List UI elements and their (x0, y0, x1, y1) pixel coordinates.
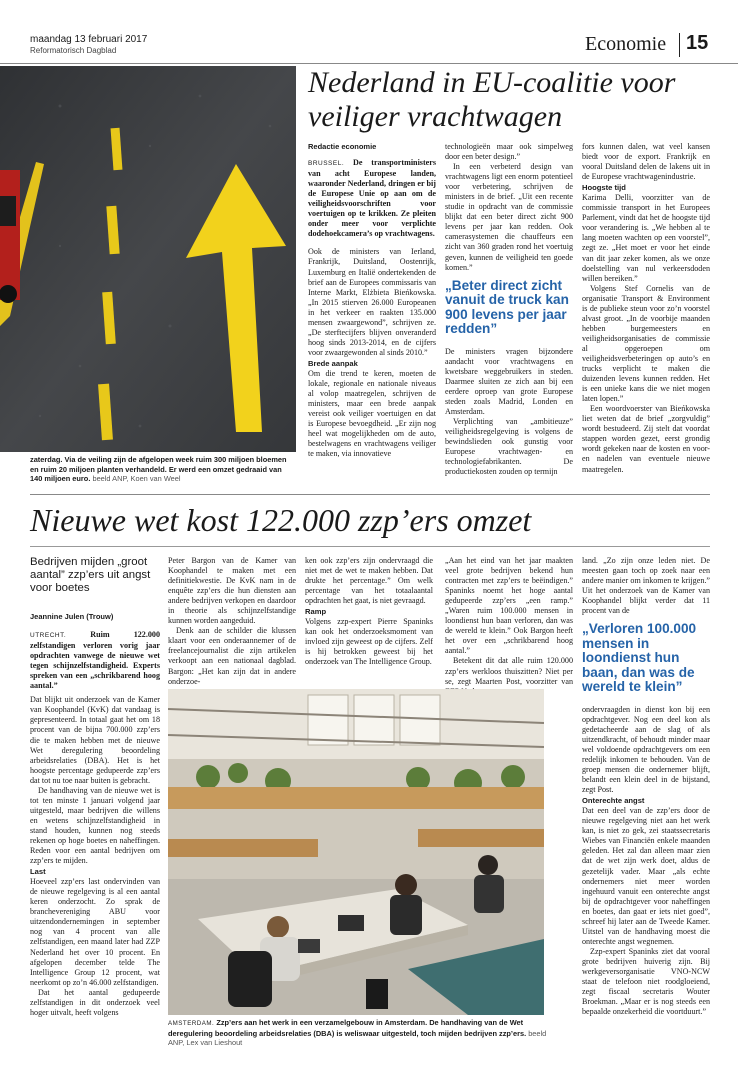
subheading: Hoogste tijd (582, 183, 626, 193)
paragraph: De ministers vragen bijzondere aandacht voor vrachtwagens en kwetsbare weggebruikers in steden. Daarmee sluiten ze zich aan bij een eerdere oproep van grote Europese steden zoals Madrid, Londen en Amsterdam. (445, 346, 573, 416)
road-arrow-illustration (0, 66, 296, 452)
article-column (305, 556, 433, 668)
photo-credit: beeld ANP, Koen van Weel (92, 474, 181, 484)
paragraph: ken ook zzp’ers zijn ondervraagd die niet met de wet te maken hebben. Dat drukte het percentage.” Om welk percentage van het totaalaantal opdrachten het gaat, is niet gevraagd. (305, 556, 433, 606)
office-photo (168, 689, 544, 1015)
article-headline: Nieuwe wet kost 122.000 zzp’ers omzet (30, 502, 532, 538)
page-number: 15 (686, 32, 709, 54)
byline: Redactie economie (308, 142, 377, 151)
paragraph: In een verbeterd design van vrachtwagens ligt een enorm potentieel voor verbetering, schrijven de ministers in de brief. „Uit een recente studie in opdracht van de commissie blijkt dat een beter direct zicht 900 levens per jaar kan redden. Ook camerasystemen die chauffeurs een zicht van 360 graden rond het voertuig geven, kunnen de veiligheid ten goede komen.” (445, 162, 573, 272)
paragraph: Dat een deel van de zzp’ers door de nieuwe regelgeving niet aan het werk kan, is niet zo gek, zei staatssecretaris Wiebes van Financiën enkele maanden geleden. Het zal dan alleen maar zien dat de wet zijn werk doet, aldus de gezetelijk vader. Maar „als echte ondernemers niet meer worden ingehuurd vanuit een onterechte angst bij de opdrachtgever voor naheffingen en boetes, dan gaat er iets niet goed”, schreef hij later aan de Tweede Kamer. Uitstel van de handhaving moest die onterechte angst wegnemen. (582, 806, 710, 946)
article-column (445, 556, 573, 697)
paragraph: Peter Bargon van de Kamer van Koophandel te maken met een definitiekwestie. De KvK nam in de enquête zzp’ers die hun diensten aan andere bedrijven verkopen en daardoor in theorie als schijnzelfstandige kunnen worden aangeduid. (168, 556, 296, 626)
paragraph: Volgens Stef Cornelis van de organisatie Transport & Environment is de publieke steun voor zo’n voorstel alvast groot. „In de voorbije maanden hebben burgemeesters en veiligheidsorganisaties de commissie al opgeroepen om veiligheidsverbeteringen op auto’s en trucks verplicht te maken die duizenden levens kunnen redden. Het is een unieke kans die we niet mogen laten lopen.” (582, 283, 710, 404)
paragraph: Ook de ministers van Ierland, Frankrijk, Duitsland, Oostenrijk, Luxemburg en Italië ondertekenden de brief aan de Europees commissaris van Interne Markt, Elżbieta Bieńkowska. „In 2015 stierven 26.000 Europeanen in het verkeer en raakten 135.000 mensen zwaargewond”, schrijven ze. „De sterftecijfers blijven onveranderd hoog sinds 2013-2014, en de cijfers voor zwaargewonden al sinds 2010.” (308, 247, 436, 357)
article-column (582, 142, 710, 475)
paragraph: land. „Zo zijn onze leden niet. De meesten gaan toch op zoek naar een andere manier om inkomen te krijgen.” Uit het onderzoek van de Kamer van Koophandel blijkt verder dat 11 procent van de (582, 556, 710, 616)
dateline: BRUSSEL. (308, 160, 345, 168)
article-headline: Nederland in EU-coalitie voor veiliger vrachtwagen (308, 66, 676, 133)
paragraph: De handhaving van de nieuwe wet is tot ten minste 1 januari volgend jaar uitgesteld, maar bedrijven die willens en wetens schijnzelfstandigheid in stand houden, kunnen nog steeds rekenen op hoge boetes en naheffingen. Reden voor een aantal bedrijven om zzp’ers te mijden. (30, 785, 160, 866)
section-rule (30, 494, 710, 495)
photo-caption (168, 1018, 548, 1048)
subheading: Ramp (305, 607, 327, 617)
byline: Jeannine Julen (Trouw) (30, 612, 114, 621)
newspaper-name: Reformatorisch Dagblad (30, 46, 117, 55)
subheading: Brede aanpak (308, 358, 358, 368)
caption-text: Zzp’ers aan het werk in een verzamelgebouw in Amsterdam. De handhaving van de Wet deregulering beoordeling arbeidsrelaties (DBA) is weliswaar uitgesteld, toch mijden bedrijven zzp’ers. (168, 1018, 527, 1038)
paragraph: Verplichting van „ambitieuze” veiligheidsregelgeving is volgens de bewindslieden ook gunstig voor Europese vrachtwagen- en technologiefabrikanten. De productiekosten zouden op termijn (445, 416, 573, 477)
issue-date: maandag 13 februari 2017 (30, 34, 148, 45)
subheading: Last (30, 867, 46, 877)
paragraph: fors kunnen dalen, wat veel kansen biedt voor de export. Frankrijk en vooral Duitsland delen de lakens uit in de Europese vrachtwagenindustrie. (582, 142, 710, 182)
article-column (168, 556, 296, 687)
header-rule (0, 63, 738, 64)
road-arrow-photo (0, 66, 296, 452)
paragraph: Hoeveel zzp’ers last ondervinden van de nieuwe regelgeving is al een aantal keren onderzocht. Zo sprak de branchevereniging ABU voor uitzendondernemingen in september nog van 4 procent van alle zelfstandigen, een maand later had ZZP Nederland het over 10 procent. En afgelopen december telde The Intelligence Group 12 procent, wat neerkomt op zo’n 46.000 zelfstandigen. (30, 877, 160, 987)
header-divider (679, 33, 680, 57)
dateline: UTRECHT. (30, 632, 67, 640)
headline-rule (30, 546, 710, 547)
photo-credit: beeld ANP, Lex van Lieshout (168, 1028, 547, 1048)
office-illustration (168, 689, 544, 1015)
paragraph: Zzp-expert Spaninks ziet dat vooral grote bedrijven huiverig zijn. Bij werkgeversorganisatie VNO-NCW staat de telefoon niet roodgloeiend, zegt fiscaal secretaris Wouter Broekman. „Maar er is nog steeds een bepaalde onzekerheid die voortduurt.” (582, 946, 710, 1017)
pull-quote: „Verloren 100.000 mensen in loondienst hun baan, dan was de wereld te klein” (582, 621, 697, 695)
paragraph: Karima Delli, voorzitter van de commissie transport in het Europees Parlement, vindt dat het de hoogste tijd voor verandering is. „We hebben al te lang moeten wachten op een voorstel”, zegt ze. „Het moet er voor het einde van dit jaar zeker komen, als we onze doelstelling van nul verkeersdoden willen bereiken.” (582, 193, 710, 283)
paragraph: Dat blijkt uit onderzoek van de Kamer van Koophandel (KvK) dat vandaag is gepresenteerd. In totaal gaat het om 18 procent van de bijna 700.000 zzp’ers die te maken hebben met de nieuwe Wet deregulering beoordeling arbeidsrelaties (DBA). Het is het hoogste percentage gedupeerde zzp’ers dat tot nu toe naar buiten is gebracht. (30, 695, 160, 785)
lead-paragraph (30, 630, 160, 691)
paragraph: „Aan het eind van het jaar maakten veel grote bedrijven bekend hun contracten met zzp’ers te beëindigen.” Spaninks noemt het hoge aantal gedupeerde zzp’ers „een ramp.” „Waren ruim 100.000 mensen in loondienst hun baan verloren, dan was de wereld te klein.” Ook Bargon heeft het over een „schrikbarend hoog aantal.” (445, 556, 573, 656)
section-title: Economie (585, 33, 667, 55)
paragraph: Denk aan de schilder die klussen klaart voor een onderaannemer of de freelancejournalist die zijn artikelen verkoopt aan een nationaal dagblad. Bargon: „Het kan zijn dat in andere onderzoe- (168, 626, 296, 686)
pull-quote: „Beter direct zicht vanuit de truck kan 900 levens per jaar redden” (445, 277, 569, 337)
lead-text: De transportministers van acht Europese landen, waaronder Nederland, dringen er bij de Europese Unie op aan om de veiligheidsvoorschriften voor voertuigen op te krikken. Ze pleiten onder meer voor verplichte dodehoekcamera’s op vrachtwagens. (308, 158, 436, 239)
article-column (308, 142, 436, 459)
paragraph: Dat het aantal gedupeerde zelfstandigen in dit onderzoek veel hoger uitvalt, heeft volgens (30, 987, 160, 1017)
article-column (445, 142, 573, 477)
paragraph: Om die trend te keren, moeten de lokale, regionale en nationale niveaus al volop maatregelen, schrijven de ministers, maar een brede aanpak vereist ook veiliger voertuigen en dat is Europese bevoegdheid. „Er zijn nog heel wat mogelijkheden om de auto, bestelwagens en vrachtwagens veiliger te maken, via innovatieve (308, 368, 436, 459)
paragraph: ondervraagden in dienst kon bij een opdrachtgever. Nog een deel kon als gedetacheerde aan de slag of als uitzendkracht, of behoudt minder maar wel voldoende opdrachtgevers om een redelijk inkomen te behouden. Van de groep mensen die ondernemer blijft, belandt een klein deel in de bijstand, zegt Post. (582, 704, 710, 795)
paragraph: technologieën maar ook simpelweg door een beter design.” (445, 142, 573, 162)
paragraph: Volgens zzp-expert Pierre Spaninks kan ook het onderzoeksmoment van invloed zijn geweest op de cijfers. Zelf is hij betrokken geweest bij het onderzoek van The Intelligence Group. (305, 617, 433, 667)
article-column (30, 612, 160, 1018)
kicker-subtitle: Bedrijven mijden „groot aantal” zzp’ers uit angst voor boetes (30, 556, 151, 594)
lead-text: Ruim 122.000 zelfstandigen verloren vorig jaar opdrachten vanwege de nieuwe wet tegen schijnzelfstandigheid. Experts spreken van een „schrikbarend hoog aantal.” (30, 630, 160, 691)
lead-paragraph (308, 158, 436, 239)
dateline: AMSTERDAM. (168, 1020, 215, 1027)
subheading: Onterechte angst (582, 796, 645, 806)
article-column (582, 556, 710, 1017)
paragraph: Een woordvoerster van Bieńkowska liet weten dat de brief „zorgvuldig” wordt bestudeerd. Zij stelt dat voordat stappen worden gezet, eerst grondig wordt gekeken naar de kosten en voor- en nadelen van eventuele nieuwe maatregelen. (582, 404, 710, 474)
caption-text: zaterdag. Via de veiling zijn de afgelopen week ruim 300 miljoen bloemen en ruim 20 miljoen planten verhandeld. Er werd een omzet gedraaid van 140 miljoen euro. (30, 455, 287, 484)
photo-caption (30, 455, 296, 484)
paragraph: Betekent dit dat alle ruim 120.000 zzp’ers werkloos thuiszitten? Niet per se, zegt Maarten Post, voorzitter van (445, 656, 573, 686)
